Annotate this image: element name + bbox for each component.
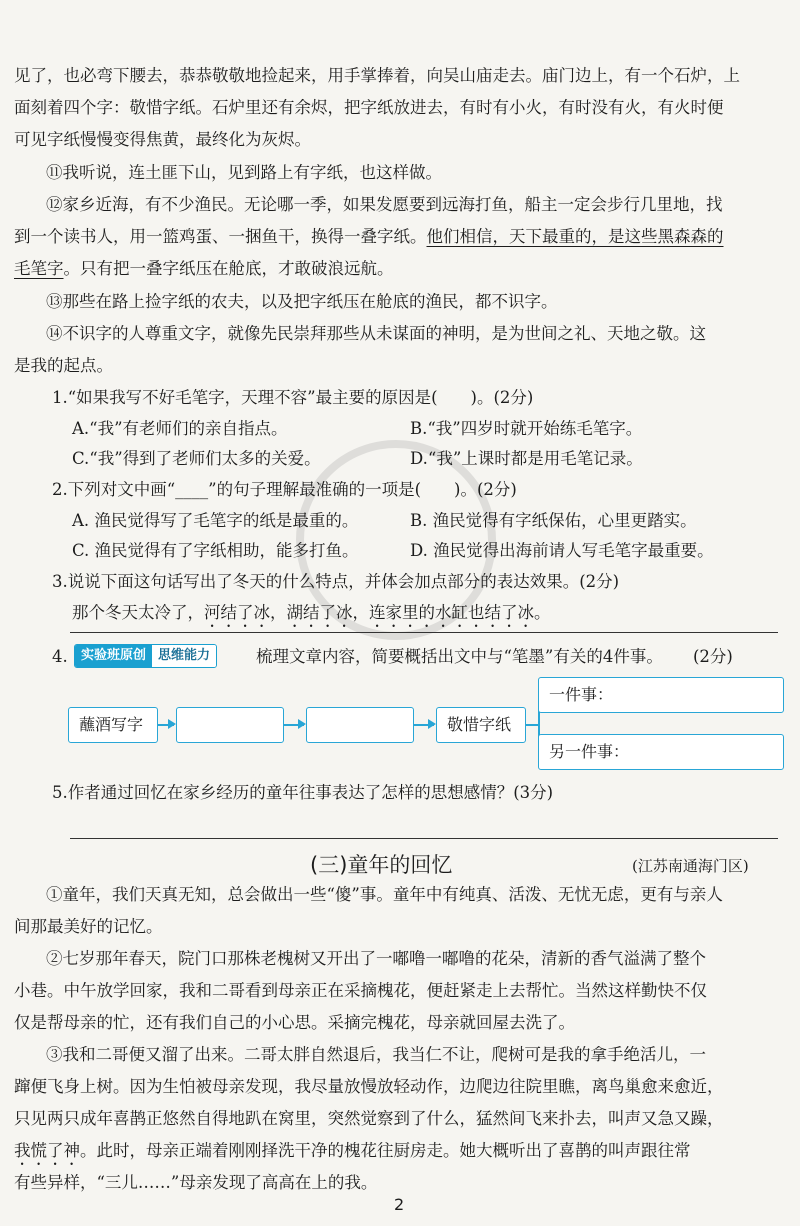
q2-option-b[interactable]: B. 渔民觉得有字纸保佑，心里更踏实。 [410,511,697,530]
s3-paragraph-3-line: 有些异样，“三儿……”母亲发现了高高在上的我。 [14,1173,378,1192]
tag-skill: 思维能力 [152,645,216,667]
q2-option-c[interactable]: C. 渔民觉得有了字纸相助，能多打鱼。 [72,541,359,560]
s3-paragraph-3-line: 只见两只成年喜鹊正悠然自得地趴在窝里，突然觉察到了什么，猛然间飞来扑去，叫声又急又躁， [14,1109,724,1128]
q1-option-c[interactable]: C.“我”得到了老师们太多的关爱。 [72,449,321,468]
plain-text: 。只有把一叠字纸压在舱底，才敢破浪远航。 [63,259,394,278]
s3-paragraph-3-line: ③我和二哥便又溜了出来。二哥太胖自然退后，我当仁不让，爬树可是我的拿手绝活儿，一 [46,1045,706,1064]
question-5: 5.作者通过回忆在家乡经历的童年往事表达了怎样的思想感情？(3分) [52,783,554,802]
plain-text: 那个冬天太冷了， [72,603,204,622]
s3-paragraph-1-line: 间那最美好的记忆。 [14,917,163,936]
dotted-emphasis: 河结了冰，湖结了冰，连家里的水缸也结了冰 [204,603,534,622]
branch-box-2[interactable]: 另一件事： [538,734,784,770]
underlined-sentence: 他们相信，天下最重的，是这些黑森森的 [426,227,724,246]
question-4-number: 4. [52,647,68,666]
plain-text: 到一个读书人，用一篮鸡蛋、一捆鱼干，换得一叠字纸。 [14,227,427,246]
flow-arrow [284,724,304,726]
answer-rule [70,632,778,633]
paragraph-14-line: 是我的起点。 [14,356,113,375]
question-4-score: (2分) [693,647,733,666]
question-2-stem: 2.下列对文中画“____”的句子理解最准确的一项是( )。(2分) [52,480,517,499]
tag-original: 实验班原创 [75,645,152,667]
underlined-sentence: 毛笔字 [14,259,64,278]
s3-paragraph-3-line: 蹿便飞身上树。因为生怕被母亲发现，我尽量放慢放轻动作，边爬边往院里瞧，离鸟巢愈来愈近， [14,1077,724,1096]
q1-option-a[interactable]: A.“我”有老师们的亲自指点。 [72,419,288,438]
flow-arrow [158,724,174,726]
passage-line: 见了，也必弯下腰去，恭恭敬敬地捡起来，用手掌捧着，向吴山庙走去。庙门边上，有一个石炉，上 [14,66,740,85]
s3-paragraph-2-line: 小巷。中午放学回家，我和二哥看到母亲正在采摘槐花，便赶紧走上去帮忙。当然这样勤快不仅 [14,981,707,1000]
question-tag [74,644,217,668]
plain-text: 。此时，母亲正端着刚刚择洗干净的槐花往厨房走。她大概听出了喜鹊的叫声跟往常 [80,1141,691,1160]
flow-box-2-blank[interactable] [176,707,284,743]
paragraph-11: ⑪我听说，连土匪下山，见到路上有字纸，也这样做。 [46,163,442,182]
paragraph-12-line: ⑫家乡近海，有不少渔民。无论哪一季，如果发愿要到远海打鱼，船主一定会步行几里地，找 [46,195,723,214]
answer-rule [70,838,778,839]
q2-option-a[interactable]: A. 渔民觉得写了毛笔字的纸是最重的。 [72,511,359,530]
branch-connector [526,724,538,726]
flow-box-3-blank[interactable] [306,707,414,743]
question-3-stem: 3.说说下面这句话写出了冬天的什么特点，并体会加点部分的表达效果。(2分) [52,572,620,591]
q3-sentence [72,598,551,631]
flow-box-1: 蘸酒写字 [68,707,158,743]
branch-box-1[interactable]: 一件事： [538,677,784,713]
s3-paragraph-3-line [14,1136,691,1169]
paragraph-14-line: ⑭不识字的人尊重文字，就像先民崇拜那些从未谋面的神明，是为世间之礼、天地之敬。这 [46,324,706,343]
flow-arrow [414,724,434,726]
paragraph-13: ⑬那些在路上捡字纸的农夫，以及把字纸压在舱底的渔民，都不识字。 [46,292,558,311]
section-title: (三)童年的回忆 [310,853,453,877]
question-1-stem: 1.“如果我写不好毛笔字，天理不容”最主要的原因是( )。(2分) [52,388,534,407]
s3-paragraph-2-line: ②七岁那年春天，院门口那株老槐树又开出了一嘟噜一嘟噜的花朵，清新的香气溢满了整个 [46,949,706,968]
s3-paragraph-2-line: 仅是帮母亲的忙，还有我们自己的小心思。采摘完槐花，母亲就回屋去洗了。 [14,1013,575,1032]
plain-text: 。 [534,603,551,622]
q1-option-b[interactable]: B.“我”四岁时就开始练毛笔字。 [410,419,643,438]
passage-line: 面刻着四个字：敬惜字纸。石炉里还有余烬，把字纸放进去，有时有小火，有时没有火，有火时便 [14,98,724,117]
s3-paragraph-1-line: ①童年，我们天真无知，总会做出一些“傻”事。童年中有纯真、活泼、无忧无虑，更有与亲人 [46,885,723,904]
q2-option-d[interactable]: D. 渔民觉得出海前请人写毛笔字最重要。 [410,541,714,560]
question-4-text: 梳理文章内容，简要概括出文中与“笔墨”有关的4件事。 [256,647,663,666]
passage-line: 可见字纸慢慢变得焦黄，最终化为灰烬。 [14,130,311,149]
q1-option-d[interactable]: D.“我”上课时都是用毛笔记录。 [410,449,643,468]
dotted-emphasis: 我慌了神 [14,1141,80,1160]
paragraph-12-line [14,222,724,252]
region-label: (江苏南通海门区) [632,857,749,875]
page-number: 2 [394,1195,405,1214]
flow-box-4: 敬惜字纸 [436,707,526,743]
paragraph-12-line [14,254,394,284]
